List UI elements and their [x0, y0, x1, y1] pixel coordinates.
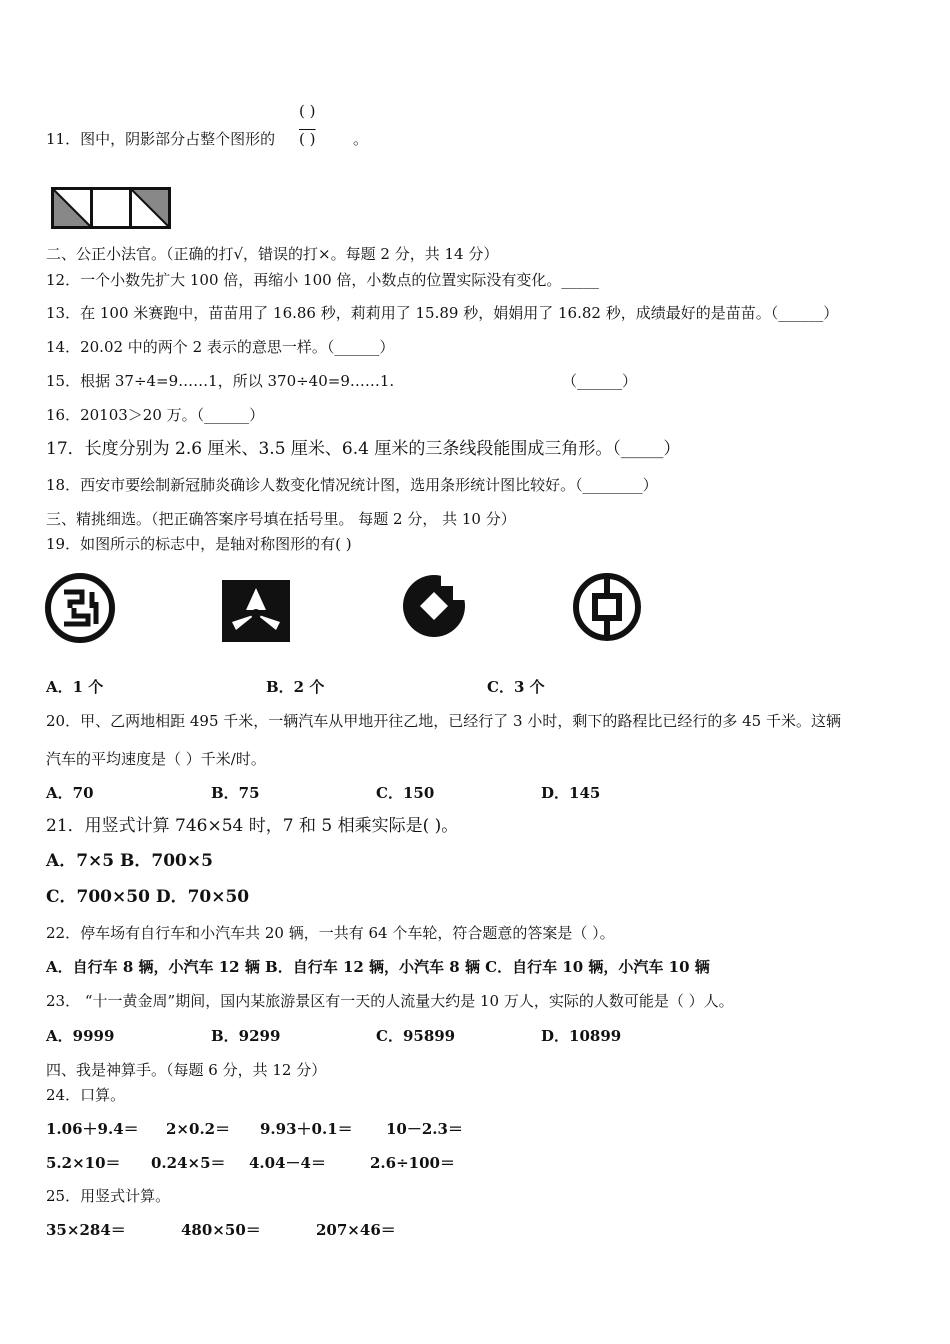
q19-option-a: A．1 个 [46, 678, 104, 696]
q21-options-row2: C．700×50 D．70×50 [46, 887, 250, 907]
q24-item: 9.93＋0.1＝ [260, 1120, 353, 1138]
question-19: 19．如图所示的标志中，是轴对称图形的有( ) [46, 535, 352, 553]
fraction-denominator-blank: ( ) [299, 130, 316, 148]
question-20-line2: 汽车的平均速度是（ ）千米/时。 [46, 750, 266, 768]
q20-option-c: C．150 [376, 784, 435, 802]
section-3-heading: 三、精挑细选。（把正确答案序号填在括号里。 每题 2 分， 共 10 分） [46, 510, 516, 528]
question-11-tail: 。 [353, 130, 369, 148]
question-15: 15．根据 37÷4=9……1，所以 370÷40=9……1. [46, 372, 395, 390]
question-13: 13．在 100 米赛跑中，苗苗用了 16.86 秒，莉莉用了 15.89 秒，娟娟用了 16.82 秒，成绩最好的是苗苗。（______） [46, 304, 839, 322]
q23-option-c: C．95899 [376, 1027, 456, 1045]
fraction-numerator-blank: ( ) [299, 102, 316, 120]
q20-option-a: A．70 [46, 784, 94, 802]
section-4-heading: 四、我是神算手。（每题 6 分，共 12 分） [46, 1061, 327, 1079]
question-23: 23． “十一黄金周”期间，国内某旅游景区有一天的人流量大约是 10 万人，实际的人数可能是（ ）人。 [46, 992, 734, 1010]
q25-item: 35×284＝ [46, 1221, 126, 1239]
bank-logo-4 [572, 572, 642, 642]
q19-option-c: C．3 个 [487, 678, 545, 696]
q21-options-row1: A．7×5 B．700×5 [46, 851, 213, 871]
q24-item: 2×0.2＝ [166, 1120, 231, 1138]
q24-item: 2.6÷100＝ [370, 1154, 455, 1172]
q24-item: 4.04－4＝ [249, 1154, 326, 1172]
section-2-heading: 二、公正小法官。（正确的打√，错误的打×。每题 2 分，共 14 分） [46, 245, 499, 263]
q22-options: A．自行车 8 辆，小汽车 12 辆 B．自行车 12 辆，小汽车 8 辆 C．自行车 10 辆，小汽车 10 辆 [46, 958, 710, 976]
question-25: 25．用竖式计算。 [46, 1187, 171, 1205]
question-15-blank: （______） [562, 372, 638, 390]
q23-option-a: A．9999 [46, 1027, 115, 1045]
question-18: 18．西安市要绘制新冠肺炎确诊人数变化情况统计图，选用条形统计图比较好。（________） [46, 476, 658, 494]
shaded-squares-figure [51, 187, 171, 229]
bank-logo-1 [44, 572, 116, 644]
q24-item: 1.06＋9.4＝ [46, 1120, 139, 1138]
bank-logo-2 [222, 580, 290, 642]
question-16: 16．20103＞20 万。（______） [46, 406, 265, 424]
q24-item: 10－2.3＝ [386, 1120, 463, 1138]
q24-item: 5.2×10＝ [46, 1154, 121, 1172]
q25-item: 207×46＝ [316, 1221, 396, 1239]
question-11-text: 11．图中，阴影部分占整个图形的 [46, 130, 276, 148]
q23-option-d: D．10899 [541, 1027, 622, 1045]
bank-logo-3 [401, 572, 469, 640]
q25-item: 480×50＝ [181, 1221, 261, 1239]
question-11 [46, 130, 275, 148]
question-22: 22．停车场有自行车和小汽车共 20 辆，一共有 64 个车轮，符合题意的答案是（ ）。 [46, 924, 615, 942]
question-17: 17．长度分别为 2.6 厘米、3.5 厘米、6.4 厘米的三条线段能围成三角形。（_____） [46, 439, 681, 459]
q23-option-b: B．9299 [211, 1027, 281, 1045]
question-20-line1: 20．甲、乙两地相距 495 千米，一辆汽车从甲地开往乙地，已经行了 3 小时，剩下的路程比已经行的多 45 千米。这辆 [46, 712, 841, 730]
question-21: 21．用竖式计算 746×54 时，7 和 5 相乘实际是( )。 [46, 816, 459, 836]
question-14: 14．20.02 中的两个 2 表示的意思一样。（______） [46, 338, 395, 356]
question-12: 12．一个小数先扩大 100 倍，再缩小 100 倍，小数点的位置实际没有变化。_____ [46, 271, 599, 289]
q19-option-b: B．2 个 [266, 678, 325, 696]
q24-item: 0.24×5＝ [151, 1154, 226, 1172]
q20-option-b: B．75 [211, 784, 260, 802]
q20-option-d: D．145 [541, 784, 601, 802]
question-24: 24．口算。 [46, 1086, 126, 1104]
